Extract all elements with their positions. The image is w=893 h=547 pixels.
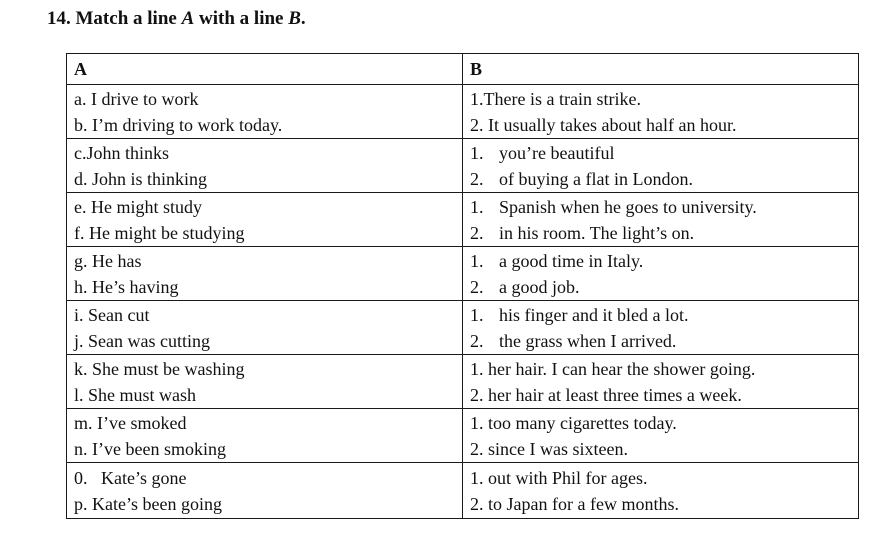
line-a: f. He might be studying	[74, 222, 245, 243]
option-text: his finger and it bled a lot.	[499, 304, 689, 325]
cell-a	[67, 409, 463, 463]
line-b	[470, 302, 858, 328]
option-text: of buying a flat in London.	[499, 168, 693, 189]
line-b	[470, 410, 858, 436]
option-number: 2.	[470, 438, 484, 459]
cell-a	[67, 301, 463, 355]
table-row	[67, 139, 859, 193]
line-b	[470, 274, 858, 300]
cell-b	[463, 301, 859, 355]
line-a: j. Sean was cutting	[74, 330, 210, 351]
column-header-a: A	[67, 54, 463, 85]
line-b	[470, 465, 858, 491]
cell-a	[67, 193, 463, 247]
option-number: 2.	[470, 276, 484, 297]
option-text: Spanish when he goes to university.	[499, 196, 757, 217]
line-a: d. John is thinking	[74, 168, 208, 189]
cell-a	[67, 355, 463, 409]
option-text: in his room. The light’s on.	[499, 222, 695, 243]
cell-b	[463, 355, 859, 409]
line-a: i. Sean cut	[74, 304, 150, 325]
option-number: 1.	[470, 196, 484, 217]
option-number: 1.	[470, 142, 484, 163]
option-number: 2.	[470, 384, 484, 405]
line-b	[470, 140, 858, 166]
line-b	[470, 328, 858, 354]
table-row	[67, 247, 859, 301]
column-header-b: B	[463, 54, 859, 85]
cell-b	[463, 85, 859, 139]
option-text: to Japan for a few months.	[488, 493, 679, 514]
line-a: c.John thinks	[74, 142, 170, 163]
instruction-column-a: A	[181, 8, 195, 29]
option-number: 1.	[470, 412, 484, 433]
option-number: 2.	[470, 330, 484, 351]
line-a: g. He has	[74, 250, 142, 271]
line-a: e. He might study	[74, 196, 202, 217]
table-row	[67, 193, 859, 247]
cell-a	[67, 247, 463, 301]
cell-a	[67, 139, 463, 193]
line-a: h. He’s having	[74, 276, 179, 297]
table-row	[67, 355, 859, 409]
matching-table	[66, 53, 859, 519]
line-b	[470, 436, 858, 462]
option-number: 1.	[470, 88, 484, 109]
line-b	[470, 356, 858, 382]
option-number: 2.	[470, 114, 484, 135]
option-number: 2.	[470, 222, 484, 243]
line-b	[470, 491, 858, 517]
line-b	[470, 112, 858, 138]
exercise-heading	[47, 8, 306, 30]
option-text: her hair at least three times a week.	[488, 384, 742, 405]
line-b	[470, 248, 858, 274]
option-number: 1.	[470, 304, 484, 325]
option-text: you’re beautiful	[499, 142, 615, 163]
instruction-text-1: Match a line	[75, 8, 182, 29]
line-b	[470, 382, 858, 408]
option-text: since I was sixteen.	[488, 438, 628, 459]
line-a: k. She must be washing	[74, 358, 245, 379]
line-a: p. Kate’s been going	[74, 493, 222, 514]
instruction-text-2: with a line	[194, 8, 289, 29]
line-b	[470, 220, 858, 246]
line-a: m. I’ve smoked	[74, 412, 187, 433]
option-number: 1.	[470, 467, 484, 488]
cell-a	[67, 85, 463, 139]
cell-b	[463, 247, 859, 301]
option-text: her hair. I can hear the shower going.	[488, 358, 756, 379]
line-b	[470, 194, 858, 220]
option-text: the grass when I arrived.	[499, 330, 677, 351]
table-row	[67, 85, 859, 139]
line-b	[470, 86, 858, 112]
table-row	[67, 409, 859, 463]
table-row	[67, 463, 859, 519]
option-text: There is a train strike.	[483, 88, 641, 109]
table-row	[67, 301, 859, 355]
option-number: 2.	[470, 493, 484, 514]
option-number: 1.	[470, 250, 484, 271]
option-text: too many cigarettes today.	[488, 412, 677, 433]
option-number: 1.	[470, 358, 484, 379]
instruction-period: .	[300, 8, 306, 29]
option-text: a good time in Italy.	[499, 250, 644, 271]
header-row	[67, 54, 859, 85]
option-text: out with Phil for ages.	[488, 467, 648, 488]
cell-b	[463, 463, 859, 519]
exercise-number: 14.	[47, 8, 71, 29]
line-a: a. I drive to work	[74, 88, 199, 109]
line-a: b. I’m driving to work today.	[74, 114, 283, 135]
cell-b	[463, 409, 859, 463]
cell-a	[67, 463, 463, 519]
option-number: 2.	[470, 168, 484, 189]
line-a: l. She must wash	[74, 384, 197, 405]
instruction-column-b: B	[288, 8, 301, 29]
option-text: It usually takes about half an hour.	[488, 114, 737, 135]
option-text: a good job.	[499, 276, 580, 297]
line-b	[470, 166, 858, 192]
line-a: n. I’ve been smoking	[74, 438, 226, 459]
line-a: 0. Kate’s gone	[74, 467, 187, 488]
cell-b	[463, 139, 859, 193]
cell-b	[463, 193, 859, 247]
